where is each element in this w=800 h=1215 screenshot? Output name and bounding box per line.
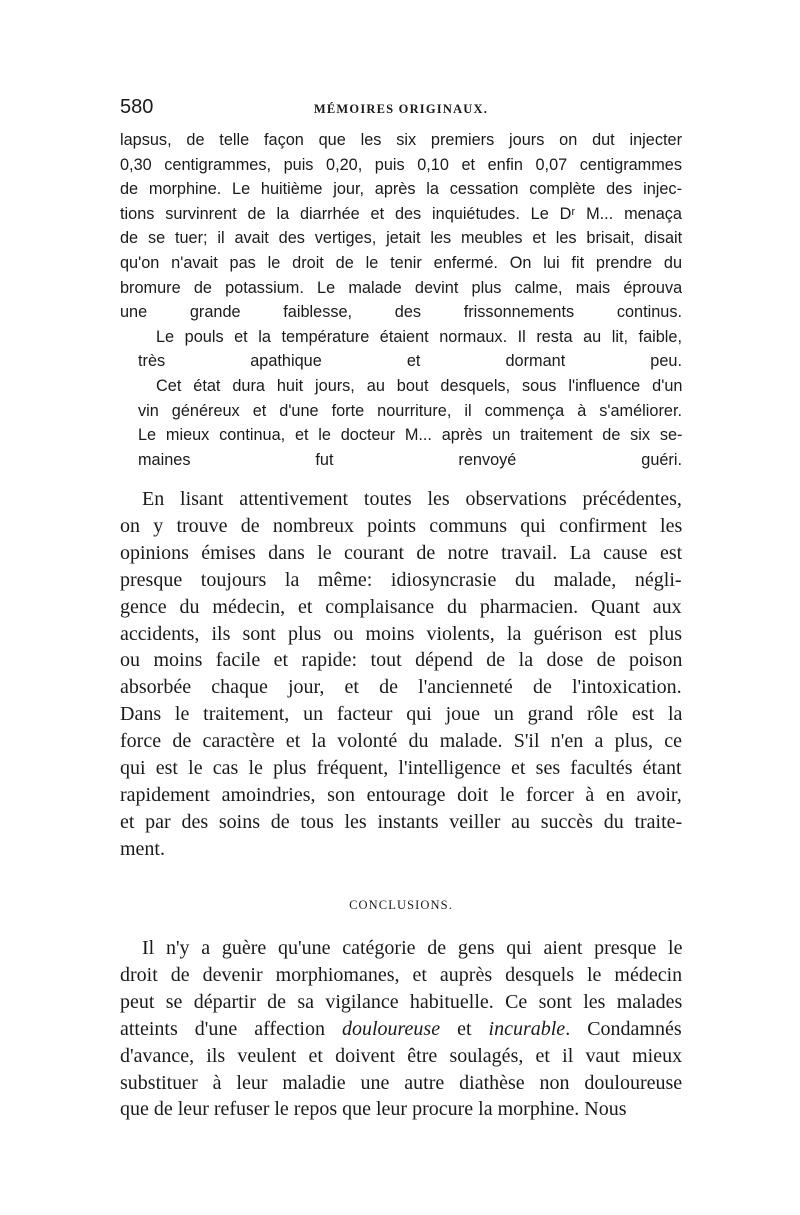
text-line: bromure de potassium. Le malade devint plus calme, mais éprouva <box>120 278 682 297</box>
text-line: rapidement amoindries, son entourage doit le forcer à en avoir, <box>120 783 682 806</box>
text-line: Dans le traitement, un facteur qui joue un grand rôle est la <box>120 703 682 726</box>
text-line: d'avance, ils veulent et doivent être soulagés, et il vaut mieux <box>120 1044 682 1067</box>
text-fragment: et <box>440 1017 489 1040</box>
text-line: qui est le cas le plus fréquent, l'intelligence et ses facultés étant <box>120 757 682 780</box>
text-line: vin généreux et d'une forte nourriture, il commença à s'améliorer. <box>138 401 682 420</box>
paragraph <box>120 374 682 472</box>
text-line: Le pouls et la température étaient normaux. Il resta au lit, faible, <box>156 327 682 346</box>
text-fragment: atteints d'une affection <box>120 1017 342 1040</box>
text-line: substituer à leur maladie une autre diathèse non douloureuse <box>120 1071 682 1094</box>
text-line: de morphine. Le huitième jour, après la cessation complète des injec- <box>120 180 682 199</box>
text-fragment: . Condamnés <box>565 1017 682 1040</box>
text-line: ou moins facile et rapide: tout dépend de la dose de poison <box>120 649 682 672</box>
running-title: MÉMOIRES ORIGINAUX. <box>313 102 489 116</box>
text-line: on y trouve de nombreux points communs qui confirment les <box>120 514 682 537</box>
discussion-paragraph <box>120 486 682 863</box>
text-line: ment. <box>120 837 165 860</box>
emphasized-word: incurable <box>488 1017 566 1040</box>
section-heading: CONCLUSIONS. <box>349 898 453 912</box>
text-line: tions survinrent de la diarrhée et des inquiétudes. Le Dʳ M... menaça <box>120 204 682 223</box>
text-line: 0,30 centigrammes, puis 0,20, puis 0,10 et enfin 0,07 centigrammes <box>120 155 682 174</box>
text-line: maines fut renvoyé guéri. <box>138 450 682 469</box>
text-line: presque toujours la même: idiosyncrasie du malade, négli- <box>120 568 682 591</box>
text-line: lapsus, de telle façon que les six premiers jours on dut injecter <box>120 131 682 149</box>
text-line: peut se départir de sa vigilance habituelle. Ce sont les malades <box>120 990 682 1013</box>
text-line: Cet état dura huit jours, au bout desquels, sous l'influence d'un <box>156 376 682 395</box>
text-line: En lisant attentivement toutes les observations précédentes, <box>142 488 682 510</box>
text-line: et par des soins de tous les instants veiller au succès du traite- <box>120 810 682 833</box>
text-line: Le mieux continua, et le docteur M... après un traitement de six se- <box>138 426 682 445</box>
paragraph <box>120 325 682 374</box>
text-line: force de caractère et la volonté du malade. S'il n'en a plus, ce <box>120 730 682 753</box>
paragraph <box>120 128 682 325</box>
observation-text <box>120 128 682 472</box>
text-line: droit de devenir morphiomanes, et auprès desquels le médecin <box>120 963 682 986</box>
text-line: que de leur refuser le repos que leur procure la morphine. Nous <box>120 1098 627 1121</box>
text-line: opinions émises dans le courant de notre travail. La cause est <box>120 541 682 564</box>
text-line: une grande faiblesse, des frissonnements continus. <box>120 303 682 322</box>
text-line-with-emphasis <box>120 1016 682 1043</box>
emphasized-word: douloureuse <box>341 1017 441 1040</box>
text-line: accidents, ils sont plus ou moins violents, la guérison est plus <box>120 622 682 645</box>
text-line: très apathique et dormant peu. <box>138 352 682 371</box>
text-line: qu'on n'avait pas le droit de le tenir enfermé. On lui fit prendre du <box>120 253 682 272</box>
text-line: gence du médecin, et complaisance du pharmacien. Quant aux <box>120 595 682 618</box>
text-line: absorbée chaque jour, et de l'ancienneté de l'intoxication. <box>120 676 682 699</box>
page-header <box>120 96 682 122</box>
page-number: 580 <box>120 96 154 118</box>
text-line: de se tuer; il avait des vertiges, jetait les meubles et les brisait, disait <box>120 229 682 248</box>
text-line: Il n'y a guère qu'une catégorie de gens qui aient presque le <box>142 937 682 959</box>
conclusions-paragraph <box>120 935 682 1123</box>
